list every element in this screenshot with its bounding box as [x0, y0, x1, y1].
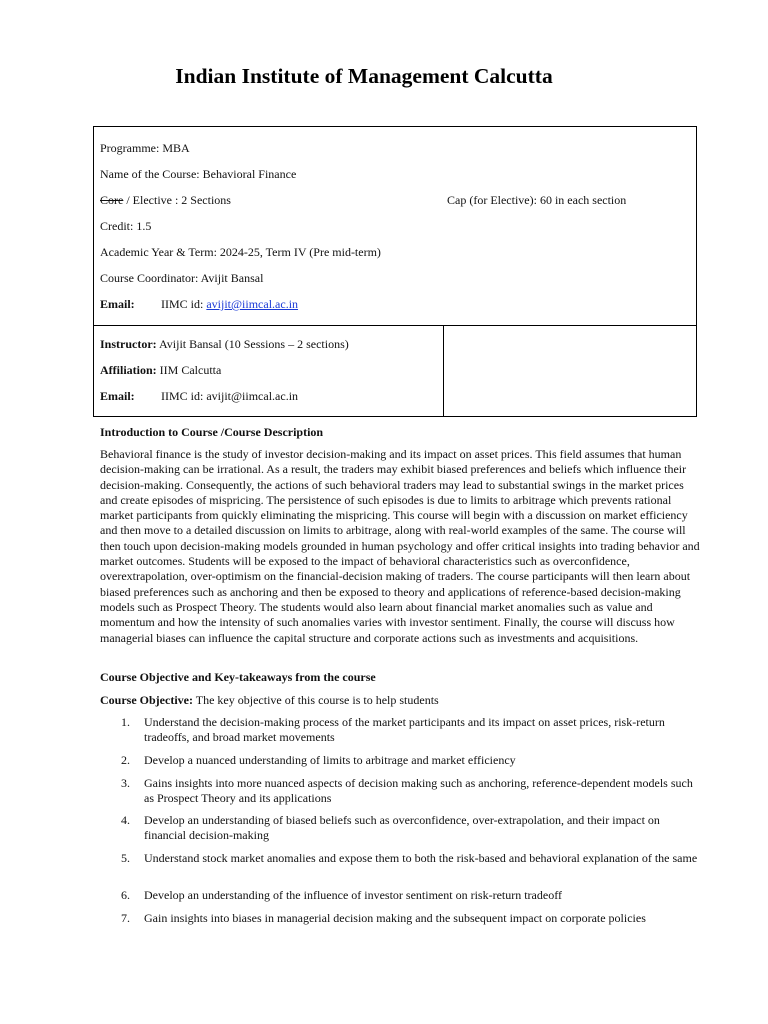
instructor-email-label: Email: — [100, 389, 135, 403]
objective-item-text: Understand stock market anomalies and expose them to both the risk-based and behavioral explanation of the same — [144, 851, 698, 865]
objective-item-number: 2. — [121, 753, 130, 767]
objective-item-text: Develop an understanding of the influence of investor sentiment on risk-return tradeoff — [144, 888, 562, 902]
instructor-label: Instructor: — [100, 337, 157, 351]
objective-item-number: 5. — [121, 851, 130, 865]
academic-year-line: Academic Year & Term: 2024-25, Term IV (Pre mid-term) — [100, 245, 381, 259]
instructor-email-line — [100, 389, 298, 404]
credit-line: Credit: 1.5 — [100, 219, 152, 233]
course-name-line: Name of the Course: Behavioral Finance — [100, 167, 297, 181]
objective-item-number: 6. — [121, 888, 130, 902]
core-elective-line — [100, 193, 231, 208]
objective-item-number: 3. — [121, 776, 130, 790]
coordinator-email-line — [100, 297, 298, 312]
instructor-email-value: IIMC id: avijit@iimcal.ac.in — [161, 389, 299, 403]
document-title: Indian Institute of Management Calcutta — [175, 64, 553, 88]
email-prefix: IIMC id: — [161, 297, 207, 311]
objectives-heading: Course Objective and Key-takeaways from the course — [100, 670, 376, 684]
objective-label: Course Objective: — [100, 693, 193, 707]
instructor-value: Avijit Bansal (10 Sessions – 2 sections) — [156, 337, 349, 351]
course-info-box — [93, 126, 697, 326]
affiliation-value: IIM Calcutta — [156, 363, 222, 377]
instructor-box-divider — [443, 326, 444, 416]
objective-item-number: 7. — [121, 911, 130, 925]
cap-line: Cap (for Elective): 60 in each section — [447, 193, 627, 207]
objective-item-number: 4. — [121, 813, 130, 827]
instructor-info-box — [93, 325, 697, 417]
email-label: Email: — [100, 297, 135, 311]
objective-item-text: Gain insights into biases in managerial decision making and the subsequent impact on corporate policies — [144, 911, 646, 925]
objective-item-text: Develop a nuanced understanding of limits to arbitrage and market efficiency — [144, 753, 516, 767]
instructor-line — [100, 337, 349, 352]
objective-item-text: Gains insights into more nuanced aspects of decision making such as anchoring, reference-dependent models such as Prospect Theory and its applications — [144, 776, 693, 805]
intro-heading: Introduction to Course /Course Description — [100, 425, 324, 439]
objective-item-number: 1. — [121, 715, 130, 729]
coordinator-line: Course Coordinator: Avijit Bansal — [100, 271, 264, 285]
affiliation-line — [100, 363, 221, 378]
core-struck-text: Core — [100, 193, 124, 207]
coordinator-email-link[interactable]: avijit@iimcal.ac.in — [206, 297, 299, 311]
objective-intro-line — [100, 693, 439, 708]
elective-sections-text: / Elective : 2 Sections — [123, 193, 231, 207]
objective-intro-text: The key objective of this course is to help students — [192, 693, 439, 707]
affiliation-label: Affiliation: — [100, 363, 157, 377]
objective-item-text: Understand the decision-making process of the market participants and its impact on asset prices, risk-return tradeoffs, and broad market movements — [144, 715, 665, 744]
programme-line: Programme: MBA — [100, 141, 190, 155]
objective-item-text: Develop an understanding of biased beliefs such as overconfidence, over-extrapolation, and their impact on financial decision-making — [144, 813, 660, 842]
intro-paragraph: Behavioral finance is the study of investor decision-making and its impact on asset prices. This field assumes that human decision-making can be irrational. As a result, the traders may exhibit biased preferences and beliefs which influence their decision-making. Consequently, the actions of such behavioral traders may lead to substantial swings in the market prices and create episodes of mispricing. The persistence of such episodes is due to limits to arbitrage which prevents rational market participants from quickly eliminating the mispricing. This course will begin with a discussion on market efficiency and then move to a detailed discussion on limits to arbitrage, along with real-world examples of the same. The course will then touch upon decision-making models grounded in human psychology and offer critical insights into trading behavior and market outcomes. Students will be exposed to the impact of behavioral characteristics such as overconfidence, overextrapolation, over-optimism on the financial-decision making of traders. The course participants will then learn about biased preferences such as anchoring and then be exposed to theory and applications of reference-based decision-making models such as Prospect Theory. The students would also learn about financial market anomalies such as value and momentum and how the intensity of such anomalies varies with investor sentiment. Finally, the course will discuss how managerial biases can influence the capital structure and corporate actions such as investments and acquisitions. — [100, 447, 700, 645]
